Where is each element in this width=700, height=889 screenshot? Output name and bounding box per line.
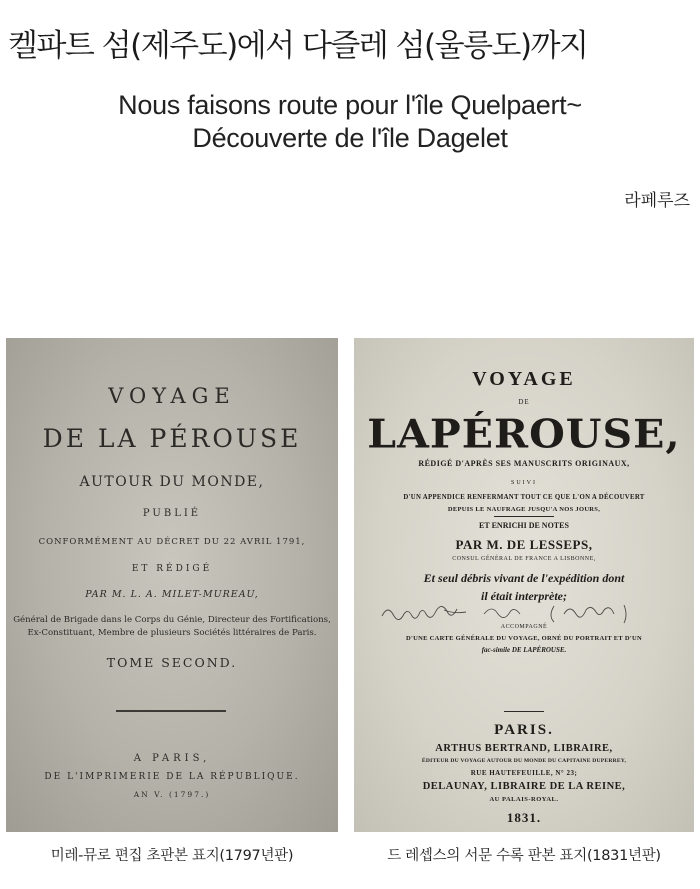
cover-text: Ex-Constituant, Membre de plusieurs Sociétés littéraires de Paris. xyxy=(27,628,317,638)
cover-text: ARTHUS BERTRAND, LIBRAIRE, xyxy=(435,743,613,754)
cover-text: AUTOUR DU MONDE, xyxy=(79,474,265,490)
cover-text: ET RÉDIGÉ xyxy=(131,564,213,574)
cover-text: Général de Brigade dans le Corps du Génie, Directeur des Fortifications, xyxy=(13,615,331,625)
cover-text: AU PALAIS-ROYAL. xyxy=(489,796,559,803)
handwritten-signature xyxy=(374,600,674,626)
cover-text: PAR M. DE LESSEPS, xyxy=(455,537,593,552)
cover-photo-1831 xyxy=(354,338,694,832)
cover-text: CONFORMÉMENT AU DÉCRET DU 22 AVRIL 1791, xyxy=(38,537,306,547)
cover-text: RÉDIGÉ D'APRÈS SES MANUSCRITS ORIGINAUX, xyxy=(418,459,630,468)
cover-text: SUIVI xyxy=(511,480,537,486)
cover-text: DE L'IMPRIMERIE DE LA RÉPUBLIQUE. xyxy=(44,772,300,782)
page-subtitle-french-line1: Nous faisons route pour l'île Quelpaert~ xyxy=(118,90,582,120)
cover-text: PARIS. xyxy=(494,722,554,738)
cover-text: ET ENRICHI DE NOTES xyxy=(479,521,569,530)
cover-text: fac-simile DE LAPÉROUSE. xyxy=(481,646,567,654)
cover-text: D'UN APPENDICE RENFERMANT TOUT CE QUE L'ON A DÉCOUVERT xyxy=(403,494,645,501)
cover-text: il était interprète; xyxy=(481,589,567,603)
cover-text: VOYAGE xyxy=(108,384,236,408)
divider xyxy=(494,516,554,517)
cover-text: ÉDITEUR DU VOYAGE AUTOUR DU MONDE DU CAPITAINE DUPERREY, xyxy=(421,758,627,764)
cover-text: DELAUNAY, LIBRAIRE DE LA REINE, xyxy=(422,781,626,792)
cover-text: A PARIS, xyxy=(133,753,211,764)
cover-text: DE LA PÉROUSE xyxy=(42,424,302,453)
cover-text: RUE HAUTEFEUILLE, N° 23; xyxy=(470,769,578,777)
divider xyxy=(504,711,544,712)
author-name: 라페루즈 xyxy=(624,191,690,211)
cover-text: AN V. (1797.) xyxy=(133,790,211,799)
cover-text: 1831. xyxy=(506,810,542,825)
cover-text: PAR M. L. A. MILET-MUREAU, xyxy=(85,589,259,600)
cover-text: DEPUIS LE NAUFRAGE JUSQU'A NOS JOURS, xyxy=(447,506,601,513)
cover-text: ACCOMPAGNÉ xyxy=(500,624,548,630)
cover-text: CONSUL GÉNÉRAL DE FRANCE A LISBONNE, xyxy=(452,556,596,562)
cover-text: DE xyxy=(518,398,530,406)
caption-right: 드 레셉스의 서문 수록 판본 표지(1831년판) xyxy=(387,848,661,864)
cover-text: D'UNE CARTE GÉNÉRALE DU VOYAGE, ORNÉ DU PORTRAIT ET D'UN xyxy=(406,635,642,642)
ornamental-rule xyxy=(116,710,226,712)
cover-title: LAPÉROUSE, xyxy=(367,411,681,457)
cover-text: TOME SECOND. xyxy=(106,655,238,670)
cover-text: PUBLIÉ xyxy=(142,508,202,519)
page-subtitle-french-line2: Découverte de l'île Dagelet xyxy=(192,123,508,153)
cover-text: Et seul débris vivant de l'expédition dont xyxy=(423,571,625,585)
cover-text: VOYAGE xyxy=(472,368,576,390)
page-title-korean: 켈파트 섬(제주도)에서 다즐레 섬(울릉도)까지 xyxy=(8,28,588,64)
caption-left: 미레-뮤로 편집 초판본 표지(1797년판) xyxy=(50,848,294,864)
cover-photo-1797 xyxy=(6,338,338,832)
